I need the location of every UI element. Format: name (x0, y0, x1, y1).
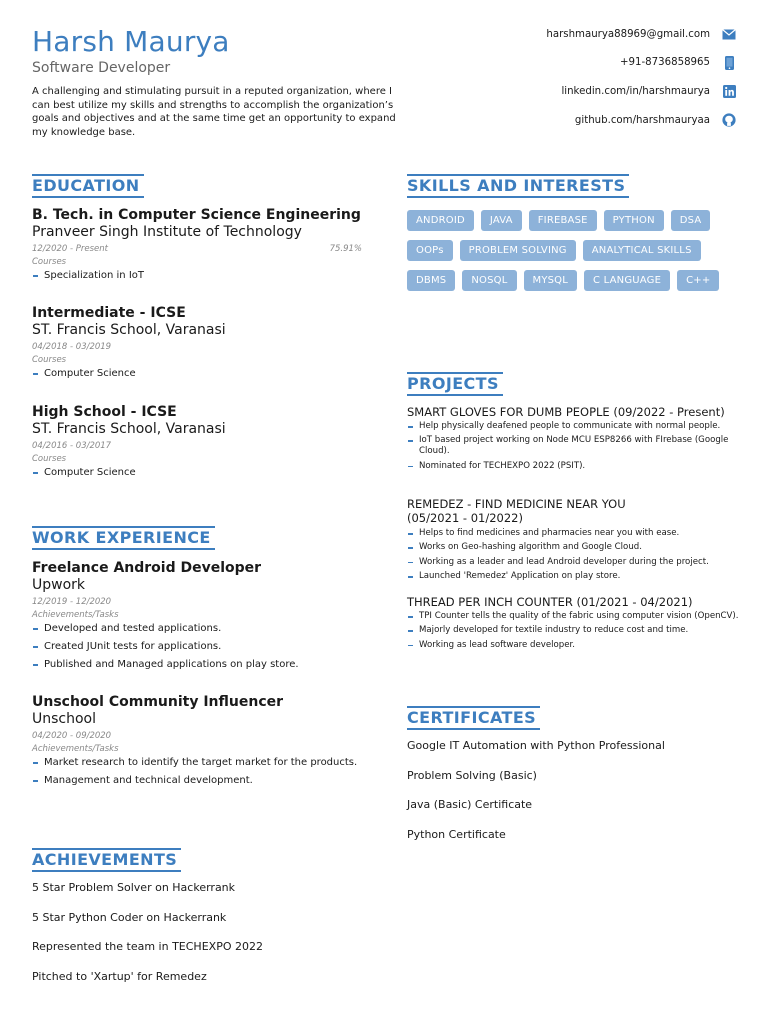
entry-label: Achievements/Tasks (32, 610, 119, 620)
certificate-item: Google IT Automation with Python Professional (407, 739, 665, 752)
certificate-item: Java (Basic) Certificate (407, 798, 533, 811)
list-item: IoT based project working on Node MCU ESP8266 with FIrebase (Google Cloud). (407, 435, 742, 457)
entry-title: Unschool Community Influencer (32, 694, 284, 710)
skill-tag: NOSQL (462, 270, 516, 291)
certificates-section (407, 739, 742, 857)
certificate-item: Python Certificate (407, 827, 506, 841)
list-item: Developed and tested applications. (32, 622, 362, 635)
achievement-item: Pitched to 'Xartup' for Remedez (32, 969, 207, 983)
entry-label: Achievements/Tasks (32, 744, 119, 754)
list-item: Working as lead software developer. (407, 640, 742, 651)
entry-institution: ST. Francis School, Varanasi (32, 322, 226, 338)
project-details (407, 526, 742, 586)
list-item: Works on Geo-hashing algorithm and Google Cloud. (407, 542, 742, 553)
entry-company: Unschool (32, 711, 97, 727)
entry-dates: 04/2018 - 03/2019 (32, 342, 112, 352)
work-experience-heading: WORK EXPERIENCE (32, 526, 215, 550)
list-item: Management and technical development. (32, 774, 362, 787)
project-title: SMART GLOVES FOR DUMB PEOPLE (09/2022 - Present) (407, 405, 725, 419)
github-icon (722, 113, 736, 127)
list-item: Help physically deafened people to communicate with normal people. (407, 421, 742, 432)
work-entry (32, 560, 362, 676)
entry-title: High School - ICSE (32, 404, 177, 420)
list-item: Computer Science (32, 367, 362, 380)
entry-label: Courses (32, 454, 67, 464)
certificate-item: Problem Solving (Basic) (407, 768, 537, 782)
skill-tag: C++ (677, 270, 719, 291)
project-list (407, 421, 742, 472)
list-item: Majorly developed for textile industry to reduce cost and time. (407, 625, 742, 636)
linkedin-icon (722, 84, 736, 98)
list-item: Launched 'Remedez' Application on play store. (407, 571, 742, 582)
education-entry (32, 404, 362, 484)
projects-heading: PROJECTS (407, 372, 503, 396)
list-item: Published and Managed applications on play store. (32, 658, 362, 671)
skills-heading: SKILLS AND INTERESTS (407, 174, 629, 198)
list-item: Helps to find medicines and pharmacies near you with ease. (407, 528, 742, 539)
entry-list (32, 756, 362, 787)
project-list (407, 611, 742, 651)
candidate-role: Software Developer (32, 60, 171, 76)
project-title: THREAD PER INCH COUNTER (01/2021 - 04/2021) (407, 595, 693, 609)
achievements-list (32, 881, 362, 984)
skill-tag: MYSQL (524, 270, 578, 291)
entry-label: Courses (32, 355, 67, 365)
project-entry (407, 497, 657, 525)
skill-tag: ANDROID (407, 210, 474, 231)
skill-tag: C LANGUAGE (584, 270, 670, 291)
list-item: Working as a leader and lead Android developer during the project. (407, 557, 742, 568)
entry-dates: 12/2020 - Present (32, 244, 109, 254)
skill-tag: OOPs (407, 240, 453, 261)
summary-text: A challenging and stimulating pursuit in a reputed organization, where I can best utilize my skills and strengths to accomplish the organization’s goals and objectives and at the same time get an opportunity to expand my knowledge base. (32, 86, 396, 138)
entry-dates: 04/2020 - 09/2020 (32, 731, 112, 741)
skill-tag: DSA (671, 210, 711, 231)
entry-meta (32, 341, 362, 353)
email-text[interactable]: harshmaurya88969@gmail.com (546, 28, 710, 40)
skill-tag: DBMS (407, 270, 455, 291)
contact-linkedin[interactable] (476, 83, 736, 99)
entry-dates: 04/2016 - 03/2017 (32, 441, 112, 451)
list-item: Nominated for TECHEXPO 2022 (PSIT). (407, 461, 742, 472)
entry-title: B. Tech. in Computer Science Engineering (32, 207, 361, 223)
list-item: TPI Counter tells the quality of the fabric using computer vision (OpenCV). (407, 611, 742, 622)
certificates-heading: CERTIFICATES (407, 706, 540, 730)
education-heading: EDUCATION (32, 174, 144, 198)
skills-section (407, 210, 737, 291)
entry-institution: ST. Francis School, Varanasi (32, 421, 226, 437)
skill-tags (407, 210, 737, 291)
list-item: Market research to identify the target market for the products. (32, 756, 362, 769)
achievement-item: 5 Star Python Coder on Hackerrank (32, 910, 227, 924)
entry-list (32, 622, 362, 671)
contact-email[interactable] (476, 26, 736, 42)
skill-tag: JAVA (481, 210, 522, 231)
list-item: Created JUnit tests for applications. (32, 640, 362, 653)
entry-institution: Pranveer Singh Institute of Technology (32, 224, 302, 240)
email-icon (722, 27, 736, 41)
achievement-item: Represented the team in TECHEXPO 2022 (32, 940, 263, 953)
entry-meta (32, 243, 362, 255)
list-item: Specialization in IoT (32, 269, 362, 282)
project-title: REMEDEZ - FIND MEDICINE NEAR YOU (05/2021 - 01/2022) (407, 497, 626, 525)
skill-tag: FIREBASE (529, 210, 597, 231)
list-item: Computer Science (32, 466, 362, 479)
entry-list (32, 367, 362, 380)
work-entry (32, 694, 362, 792)
github-text[interactable]: github.com/harshmauryaa (574, 114, 710, 126)
achievements-heading: ACHIEVEMENTS (32, 848, 181, 872)
achievement-item: 5 Star Problem Solver on Hackerrank (32, 881, 236, 894)
entry-dates: 12/2019 - 12/2020 (32, 597, 112, 607)
entry-title: Freelance Android Developer (32, 560, 262, 576)
candidate-name: Harsh Maurya (32, 25, 230, 58)
project-entry (407, 405, 742, 475)
phone-text[interactable]: +91-8736858965 (620, 57, 710, 69)
education-entry (32, 305, 362, 385)
entry-meta (32, 596, 362, 608)
entry-list (32, 269, 362, 282)
achievements-section (32, 881, 362, 999)
entry-meta (32, 440, 362, 452)
entry-company: Upwork (32, 577, 86, 593)
entry-meta (32, 730, 362, 742)
project-list (407, 528, 742, 582)
entry-label: Courses (32, 257, 67, 267)
contact-list (476, 26, 736, 141)
phone-icon (722, 56, 736, 70)
linkedin-text[interactable]: linkedin.com/in/harshmaurya (561, 85, 710, 97)
project-entry (407, 595, 742, 654)
skill-tag: PYTHON (604, 210, 664, 231)
education-entry (32, 207, 362, 287)
skill-tag: ANALYTICAL SKILLS (583, 240, 701, 261)
entry-list (32, 466, 362, 479)
certificates-list (407, 739, 742, 842)
entry-title: Intermediate - ICSE (32, 305, 186, 321)
skill-tag: PROBLEM SOLVING (460, 240, 576, 261)
entry-score: 75.91% (329, 244, 362, 254)
resume-header (32, 26, 412, 139)
contact-phone[interactable] (476, 55, 736, 71)
contact-github[interactable] (476, 112, 736, 128)
